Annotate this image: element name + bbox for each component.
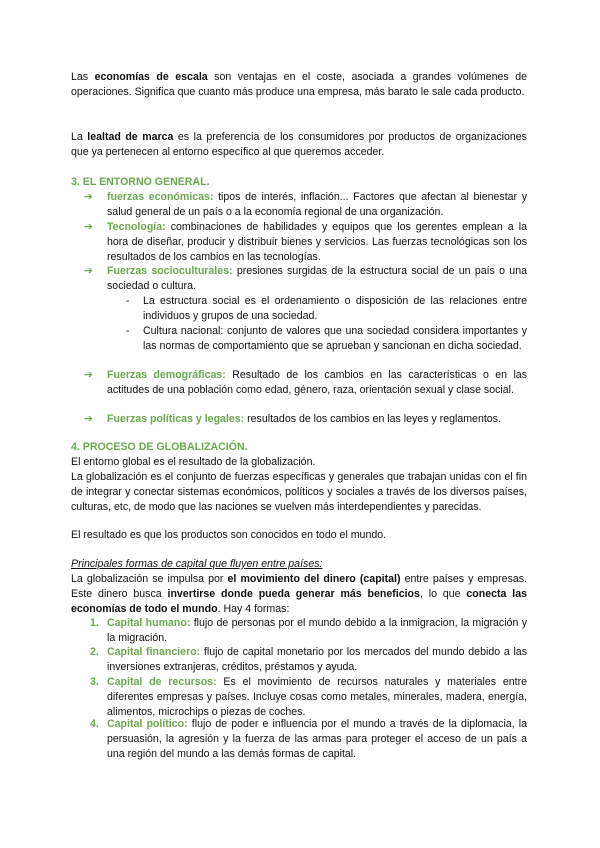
section-4-heading: 4. PROCESO DE GLOBALIZACIÓN. (71, 441, 248, 453)
list-item-sociocultural: ➔ Fuerzas socioculturales: presiones surgidas de la estructura social de un país o una sociedad o cultura. (84, 265, 527, 292)
capital-item-resources: 3. Capital de recursos: Es el movimiento de recursos naturales y materiales entre diferentes empresas y países. Incluye cosas como metales, minerales, madera, energía, alimentos, microchips o piezas de coches. (90, 676, 527, 718)
list-item-economic-forces: ➔ fuerzas económicas: tipos de interés, inflación... Factores que afectan al bienestar y salud general de un país o a la economía regional de una organización. (84, 191, 527, 218)
arrow-icon: ➔ (84, 221, 93, 233)
arrow-icon: ➔ (84, 191, 93, 203)
section-3-heading: 3. EL ENTORNO GENERAL. (71, 176, 210, 188)
capital-forms-subtitle: Principales formas de capital que fluyen entre países: (71, 558, 323, 570)
sub-item-social-structure: - La estructura social es el ordenamiento o disposición de las relaciones entre individuos y grupos de una sociedad. (126, 295, 527, 322)
brand-loyalty-paragraph: La lealtad de marca es la preferencia de los consumidores por productos de organizaciones que ya pertenecen al entorno específico al que queremos acceder. (71, 131, 527, 158)
sub-item-national-culture: - Cultura nacional: conjunto de valores que una sociedad considera importantes y las normas de comportamiento que se aprueban y sancionan en dicha sociedad. (126, 325, 527, 352)
arrow-icon: ➔ (84, 265, 93, 277)
capital-item-human: 1. Capital humano: flujo de personas por el mundo debido a la inmigracion, la migración y la migración. (90, 617, 527, 644)
economies-of-scale-paragraph: Las economías de escala son ventajas en el coste, asociada a grandes volúmenes de operaciones. Significa que cuanto más produce una empresa, más barato le sale cada producto. (71, 71, 527, 98)
dash-bullet: - (126, 325, 130, 337)
capital-intro-paragraph: La globalización se impulsa por el movimiento del dinero (capital) entre países y empresas. Este dinero busca invertirse donde pueda generar más beneficios, lo que conecta las economías de todo el mundo. Hay 4 formas: (71, 573, 527, 615)
globalization-definition: La globalización es el conjunto de fuerzas específicas y generales que trabajan unidas con el fin de integrar y conectar sistemas económicos, políticos y sociales a través de los diversos países, culturas, etc, de modo que las naciones se vuelven más interdependientes y parecidas. (71, 471, 527, 513)
list-item-technology: ➔ Tecnología: combinaciones de habilidades y equipos que los gerentes emplean a la hora de diseñar, producir y distribuir bienes y servicios. Las fuerzas tecnológicas son los resultados de los cambios en las tecnologías. (84, 221, 527, 263)
capital-item-political: 4. Capital político: flujo de poder e influencia por el mundo a través de la diplomacia, la persuasión, la agresión y la fuerza de las armas para proteger el acceso de un país a una región del mundo a las demás formas de capital. (90, 718, 528, 760)
capital-item-financial: 2. Capital financiero: flujo de capital monetario por los mercados del mundo debido a las inversiones extranjeras, créditos, préstamos y ayuda. (90, 646, 527, 673)
dash-bullet: - (126, 295, 130, 307)
result-line: El resultado es que los productos son conocidos en todo el mundo. (71, 529, 387, 541)
global-environment-line: El entorno global es el resultado de la globalización. (71, 456, 316, 468)
list-item-demographic: ➔ Fuerzas demográficas: Resultado de los cambios en las características o en las actitudes de una población como edad, género, raza, orientación sexual y clase social. (84, 369, 527, 396)
arrow-icon: ➔ (84, 413, 93, 425)
list-item-political-legal: ➔ Fuerzas políticas y legales: resultados de los cambios en las leyes y reglamentos. (84, 413, 501, 425)
arrow-icon: ➔ (84, 369, 93, 381)
